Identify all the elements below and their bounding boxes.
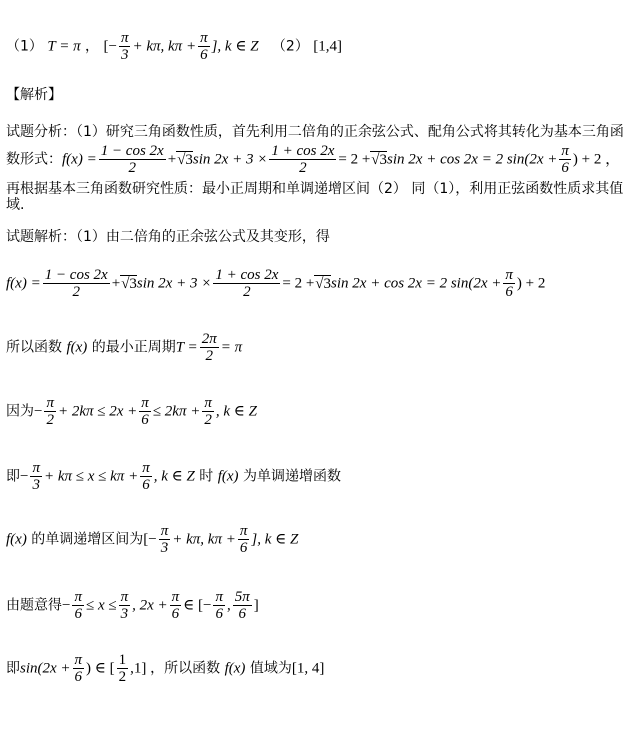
fraction: $\frac{\pi}{6}$ (74, 652, 83, 685)
solution-equation: f(x) = $\frac{1 - \cos 2x}{2}$ +√3sin 2x + 3 × $\frac{1 + \cos 2x}{2}$ = 2 +√3sin 2x + cos 2x = 2 sin(2x + $\frac{\pi}{6}$ ) + 2 (6, 267, 546, 300)
fraction: $\frac{\pi}{6}$ (505, 267, 513, 300)
part-2-label: （2） (271, 38, 309, 55)
sqrt-3: √3 (371, 151, 388, 168)
fraction: $\frac{\pi}{3}$ (160, 523, 169, 556)
fraction: $\frac{1 + \cos 2x}{2}$ (271, 143, 335, 176)
inequality-line: 因为− $\frac{\pi}{2}$ + 2kπ ≤ 2x + $\frac{\pi}{6}$ ≤ 2kπ + $\frac{\pi}{2}$ , k ∈ Z (6, 395, 257, 428)
final-range-line: 即sin(2x + $\frac{\pi}{6}$ ) ∈ [ $\frac{1}{2}$ ,1] ，所以函数 f(x) 值域为[1, 4] (6, 652, 325, 685)
solution-intro: 试题解析：（1）由二倍角的正余弦公式及其变形，得 (6, 229, 330, 245)
fraction-pi-3: $\frac{\pi}{3}$ (120, 30, 129, 63)
fraction: $\frac{\pi}{6}$ (74, 589, 82, 622)
fraction: $\frac{\pi}{3}$ (120, 589, 129, 622)
analysis-line-1: 试题分析：（1）研究三角函数性质，首先利用二倍角的正余弦公式、配角公式将其转化为基本三角函 (6, 124, 624, 140)
increasing-condition-line: 即− $\frac{\pi}{3}$ + kπ ≤ x ≤ kπ + $\frac{\pi}{6}$ , k ∈ Z 时 f(x) 为单调递增函数 (6, 460, 342, 493)
period-answer: T = π (47, 38, 81, 55)
fraction: $\frac{1 + \cos 2x}{2}$ (215, 267, 279, 300)
analysis-line-3: 再根据基本三角函数研究性质：最小正周期和单调递增区间（2） 同（1），利用正弦函数性质求其值 (6, 181, 624, 197)
section-heading: 【解析】 (6, 87, 62, 103)
fraction: $\frac{\pi}{6}$ (215, 589, 223, 622)
given-range-line: 由题意得− $\frac{\pi}{6}$ ≤ x ≤ $\frac{\pi}{3}$ , 2x + $\frac{\pi}{6}$ ∈ [− $\frac{\pi}{6}$ , $\frac{5\pi}{6}$ ] (6, 589, 259, 622)
fraction: $\frac{\pi}{3}$ (32, 460, 40, 493)
sqrt-3: √3 (315, 275, 332, 292)
fraction: $\frac{\pi}{6}$ (141, 395, 149, 428)
fraction: $\frac{\pi}{2}$ (204, 395, 212, 428)
part-1-label: （1） (6, 38, 43, 55)
separator: ， (85, 38, 100, 55)
range-answer: [1,4] (313, 38, 343, 55)
sqrt-3: √3 (177, 151, 193, 168)
interval-close: ], k ∈ Z (211, 38, 259, 55)
answer-line (6, 30, 342, 63)
fraction-pi-6: $\frac{\pi}{6}$ (200, 30, 208, 63)
period-line: 所以函数 f(x) 的最小正周期T = $\frac{2\pi}{2}$ = π (6, 331, 243, 364)
sqrt-3: √3 (121, 275, 137, 292)
fraction: $\frac{1 - \cos 2x}{2}$ (100, 143, 164, 176)
fraction: $\frac{\pi}{6}$ (171, 589, 180, 622)
fraction: $\frac{2\pi}{2}$ (201, 331, 217, 364)
interval-middle: + kπ, kπ + (132, 38, 197, 55)
analysis-formula-line: 数形式：f(x) = $\frac{1 - \cos 2x}{2}$ +√3sin 2x + 3 × $\frac{1 + \cos 2x}{2}$ = 2 +√3sin 2x + cos 2x = 2 sin(2x + $\frac{\pi}{6}$ ) + 2 ， (6, 143, 621, 176)
increasing-interval-line: f(x) 的单调递增区间为[− $\frac{\pi}{3}$ + kπ, kπ + $\frac{\pi}{6}$ ], k ∈ Z (6, 523, 299, 556)
fraction: $\frac{1 - \cos 2x}{2}$ (44, 267, 108, 300)
analysis-line-4: 域. (6, 197, 25, 213)
fraction: $\frac{1}{2}$ (118, 652, 127, 685)
fraction: $\frac{\pi}{6}$ (561, 143, 569, 176)
fraction: $\frac{\pi}{2}$ (46, 395, 54, 428)
interval-open: [− (103, 38, 117, 55)
fraction: $\frac{\pi}{6}$ (142, 460, 150, 493)
fraction: $\frac{\pi}{6}$ (239, 523, 248, 556)
fraction: $\frac{5\pi}{6}$ (234, 589, 250, 622)
